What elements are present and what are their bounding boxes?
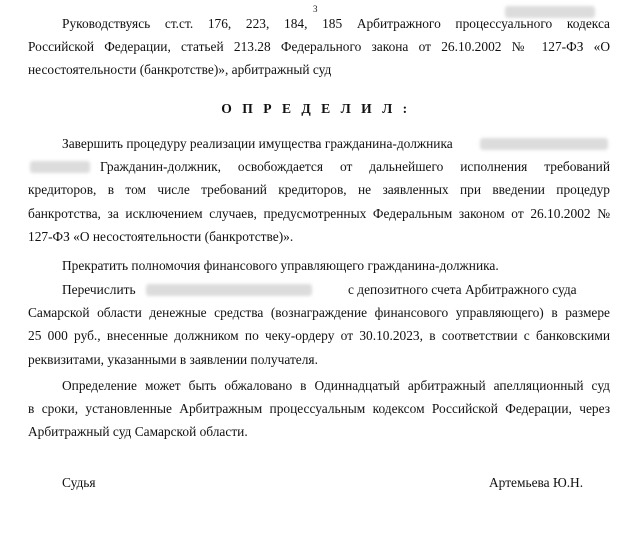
- ruling-1-line-2-text: Гражданин-должник, освобождается от дальнейшего исполнения требований: [100, 159, 610, 175]
- ruling-4-line-2: в сроки, установленные Арбитражным процессуальным кодексом Российской Федерации, через: [28, 401, 610, 417]
- ruling-3-line-3: 25 000 руб., внесенные должником по чеку-ордеру от 30.10.2023, в соответствии с банковскими: [28, 328, 610, 344]
- ruling-paragraph-3: [28, 278, 610, 371]
- ruling-3-line-1b: с депозитного счета Арбитражного суда: [348, 282, 577, 297]
- ruling-3-line-4: реквизитами, указанными в заявлении получателя.: [28, 351, 318, 367]
- ruling-1-line-2: [28, 155, 610, 178]
- ruling-1-line-4: банкротства, за исключением случаев, предусмотренных Федеральным законом от 26.10.2002 №: [28, 205, 610, 221]
- preamble-paragraph: [28, 12, 610, 82]
- ruling-4-line-3: Арбитражный суд Самарской области.: [28, 424, 248, 440]
- ruling-2-line-1: Прекратить полномочия финансового управляющего гражданина-должника.: [62, 258, 499, 273]
- redacted-debtor-name: [480, 138, 608, 150]
- preamble-line-2: Российской Федерации, статьей 213.28 Федерального закона от 26.10.2002 № 127-ФЗ «О: [28, 39, 610, 55]
- ruling-paragraph-4: [28, 374, 610, 444]
- ruling-1-line-1: [28, 132, 610, 155]
- ruling-paragraph-1: [28, 132, 610, 248]
- ruling-3-line-1: [28, 278, 610, 301]
- redacted-recipient-name: [146, 284, 312, 296]
- ruling-heading: О П Р Е Д Е Л И Л :: [221, 101, 411, 116]
- page-number: 3: [313, 4, 318, 14]
- judge-role-label: Судья: [62, 475, 96, 490]
- ruling-4-line-1: Определение может быть обжаловано в Одиннадцатый арбитражный апелляционный суд: [62, 378, 610, 393]
- preamble-line-3: несостоятельности (банкротстве)», арбитражный суд: [28, 62, 332, 78]
- ruling-paragraph-2: [28, 254, 610, 277]
- redacted-debtor-name-cont: [30, 161, 90, 173]
- ruling-1-line-1-text: Завершить процедуру реализации имущества гражданина-должника: [62, 136, 453, 151]
- ruling-3-line-1a: Перечислить: [62, 282, 136, 297]
- judge-name: Артемьева Ю.Н.: [489, 475, 584, 490]
- ruling-3-line-2: Самарской области денежные средства (вознаграждение финансового управляющего) в размере: [28, 305, 610, 321]
- ruling-1-line-5: 127-ФЗ «О несостоятельности (банкротстве)».: [28, 228, 294, 244]
- ruling-1-line-3: кредиторов, в том числе требований кредиторов, не заявленных при введении процедур: [28, 182, 610, 198]
- preamble-line-1: Руководствуясь ст.ст. 176, 223, 184, 185 Арбитражного процессуального кодекса: [62, 16, 610, 31]
